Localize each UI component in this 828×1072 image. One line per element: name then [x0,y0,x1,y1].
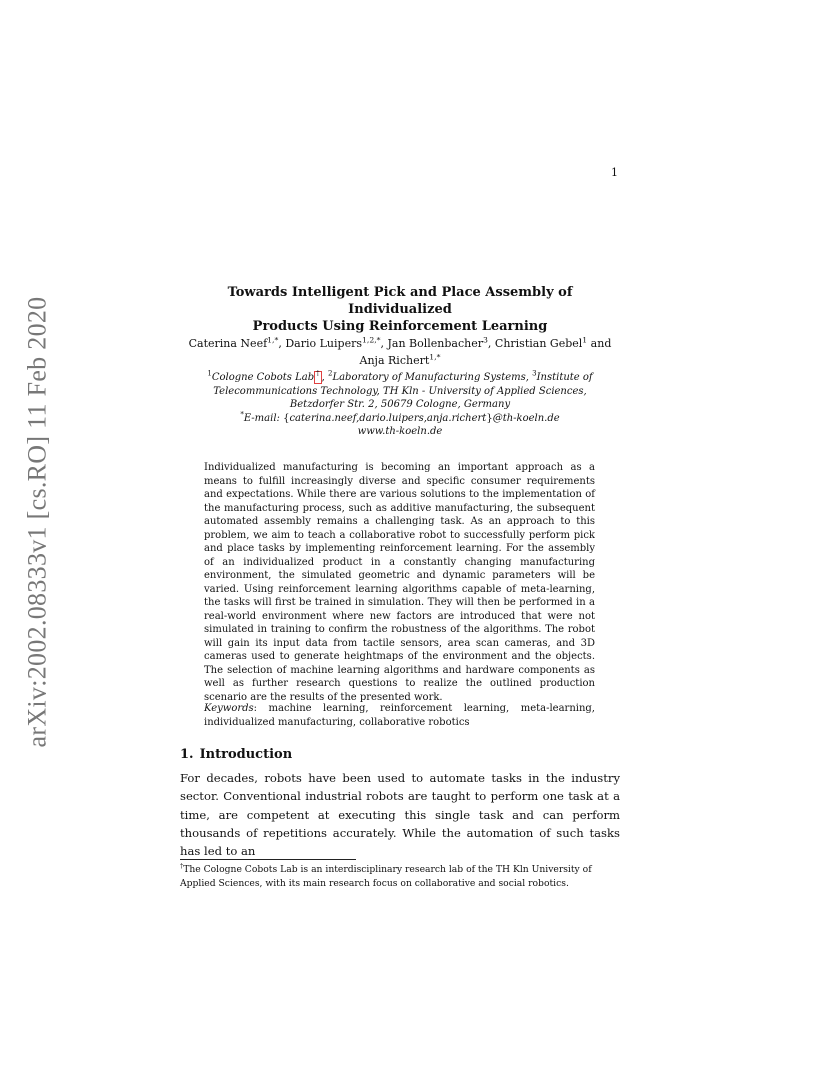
footnote-divider [180,859,356,860]
keywords [204,702,595,729]
author-name: Anja Richert [359,354,430,367]
arxiv-identifier: arXiv:2002.08333v1 [cs.RO] 11 Feb 2020 [22,296,52,748]
keywords-text: : machine learning, reinforcement learning, meta-learning, individualized manufacturing, collaborative robotics [204,703,595,728]
abstract: Individualized manufacturing is becoming an important approach as a means to fulfill increasingly diverse and specific consumer requirements and expectations. While there are various solutions to the implementation of the manufacturing process, such as additive manufacturing, the subsequent automated assembly remains a challenging task. As an approach to this problem, we aim to teach a collaborative robot to successfully perform pick and place tasks by implementing reinforcement learning. For the assembly of an individualized product in a constantly changing manufacturing environment, the simulated geometric and dynamic parameters will be varied. Using reinforcement learning algorithms capable of meta-learning, the tasks will first be trained in simulation. They will then be performed in a real-world environment where new factors are introduced that were not simulated in training to confirm the robustness of the algorithms. The robot will gain its input data from tactile sensors, area scan cameras, and 3D cameras used to generate heightmaps of the environment and the objects. The selection of machine learning algorithms and hardware components as well as further research questions to realize the outlined production scenario are the results of the presented work. [204,462,595,703]
footnote [180,863,620,890]
keywords-label: Keywords [204,703,254,714]
section-number: 1. [180,747,194,762]
arxiv-sidebar [22,282,52,762]
title-line-2: Products Using Reinforcement Learning [252,319,548,334]
lab-name: Cologne Cobots Lab [211,372,315,383]
author-affiliation-mark: 1,* [429,352,441,362]
institute-name: Institute of [536,372,593,383]
section-heading [180,747,292,762]
section-title: Introduction [199,747,293,762]
title-line-1: Towards Intelligent Pick and Place Assembly of Individualized [227,285,573,317]
footnote-mark: † [180,861,184,870]
affiliation-line-2: Telecommunications Technology, TH Kln - University of Applied Sciences, [213,385,587,397]
author-affiliation-mark: 1 [582,335,588,345]
author-list: Caterina Neef$^{1,*}$, Dario Luipers$^{1,2,*}$, Jan Bollenbacher$^3$, Christian Gebel$^1$ and Anja Richert$^{1,*}$ [188,335,612,367]
author-affiliation-mark: 1,2,* [361,335,381,345]
affiliation-line-1: $^1$Cologne Cobots Lab † , $^2$Laboratory of Manufacturing Systems, $^3$Institute of [207,369,593,383]
email-addresses: caterina.neef,dario.luipers,anja.richert [289,412,487,424]
intro-paragraph: For decades, robots have been used to automate tasks in the industry sector. Conventional industrial robots are taught to perform one task at a time, are competent at executing this single task and can perform thousands of repetitions accurately. While the automation of such tasks has led to an [180,771,620,859]
footnote-text: The Cologne Cobots Lab is an interdisciplinary research lab of the TH Kln University of Applied Sciences, with its main research focus on collaborative and social robotics. [180,864,592,889]
lab2-name: Laboratory of Manufacturing Systems, [332,372,529,383]
website: www.th-koeln.de [357,426,443,437]
author-name: Dario Luipers [285,337,362,350]
author-affiliation-mark: 1,* [267,335,279,345]
author-name: Christian Gebel [494,337,583,350]
author-affiliation-mark: 3 [483,335,488,345]
paper-title [180,284,620,335]
footnote-link[interactable]: † [314,371,322,384]
affiliation-address: Betzdorfer Str. 2, 50679 Cologne, Germany [289,399,511,410]
email-line: *E-mail: {caterina.neef,dario.luipers,anja.richert}@th-koeln.de [240,410,560,424]
page-number: 1 [611,166,618,179]
author-name: Jan Bollenbacher [387,337,483,350]
affiliations [180,371,620,439]
author-name: Caterina Neef [188,337,268,350]
